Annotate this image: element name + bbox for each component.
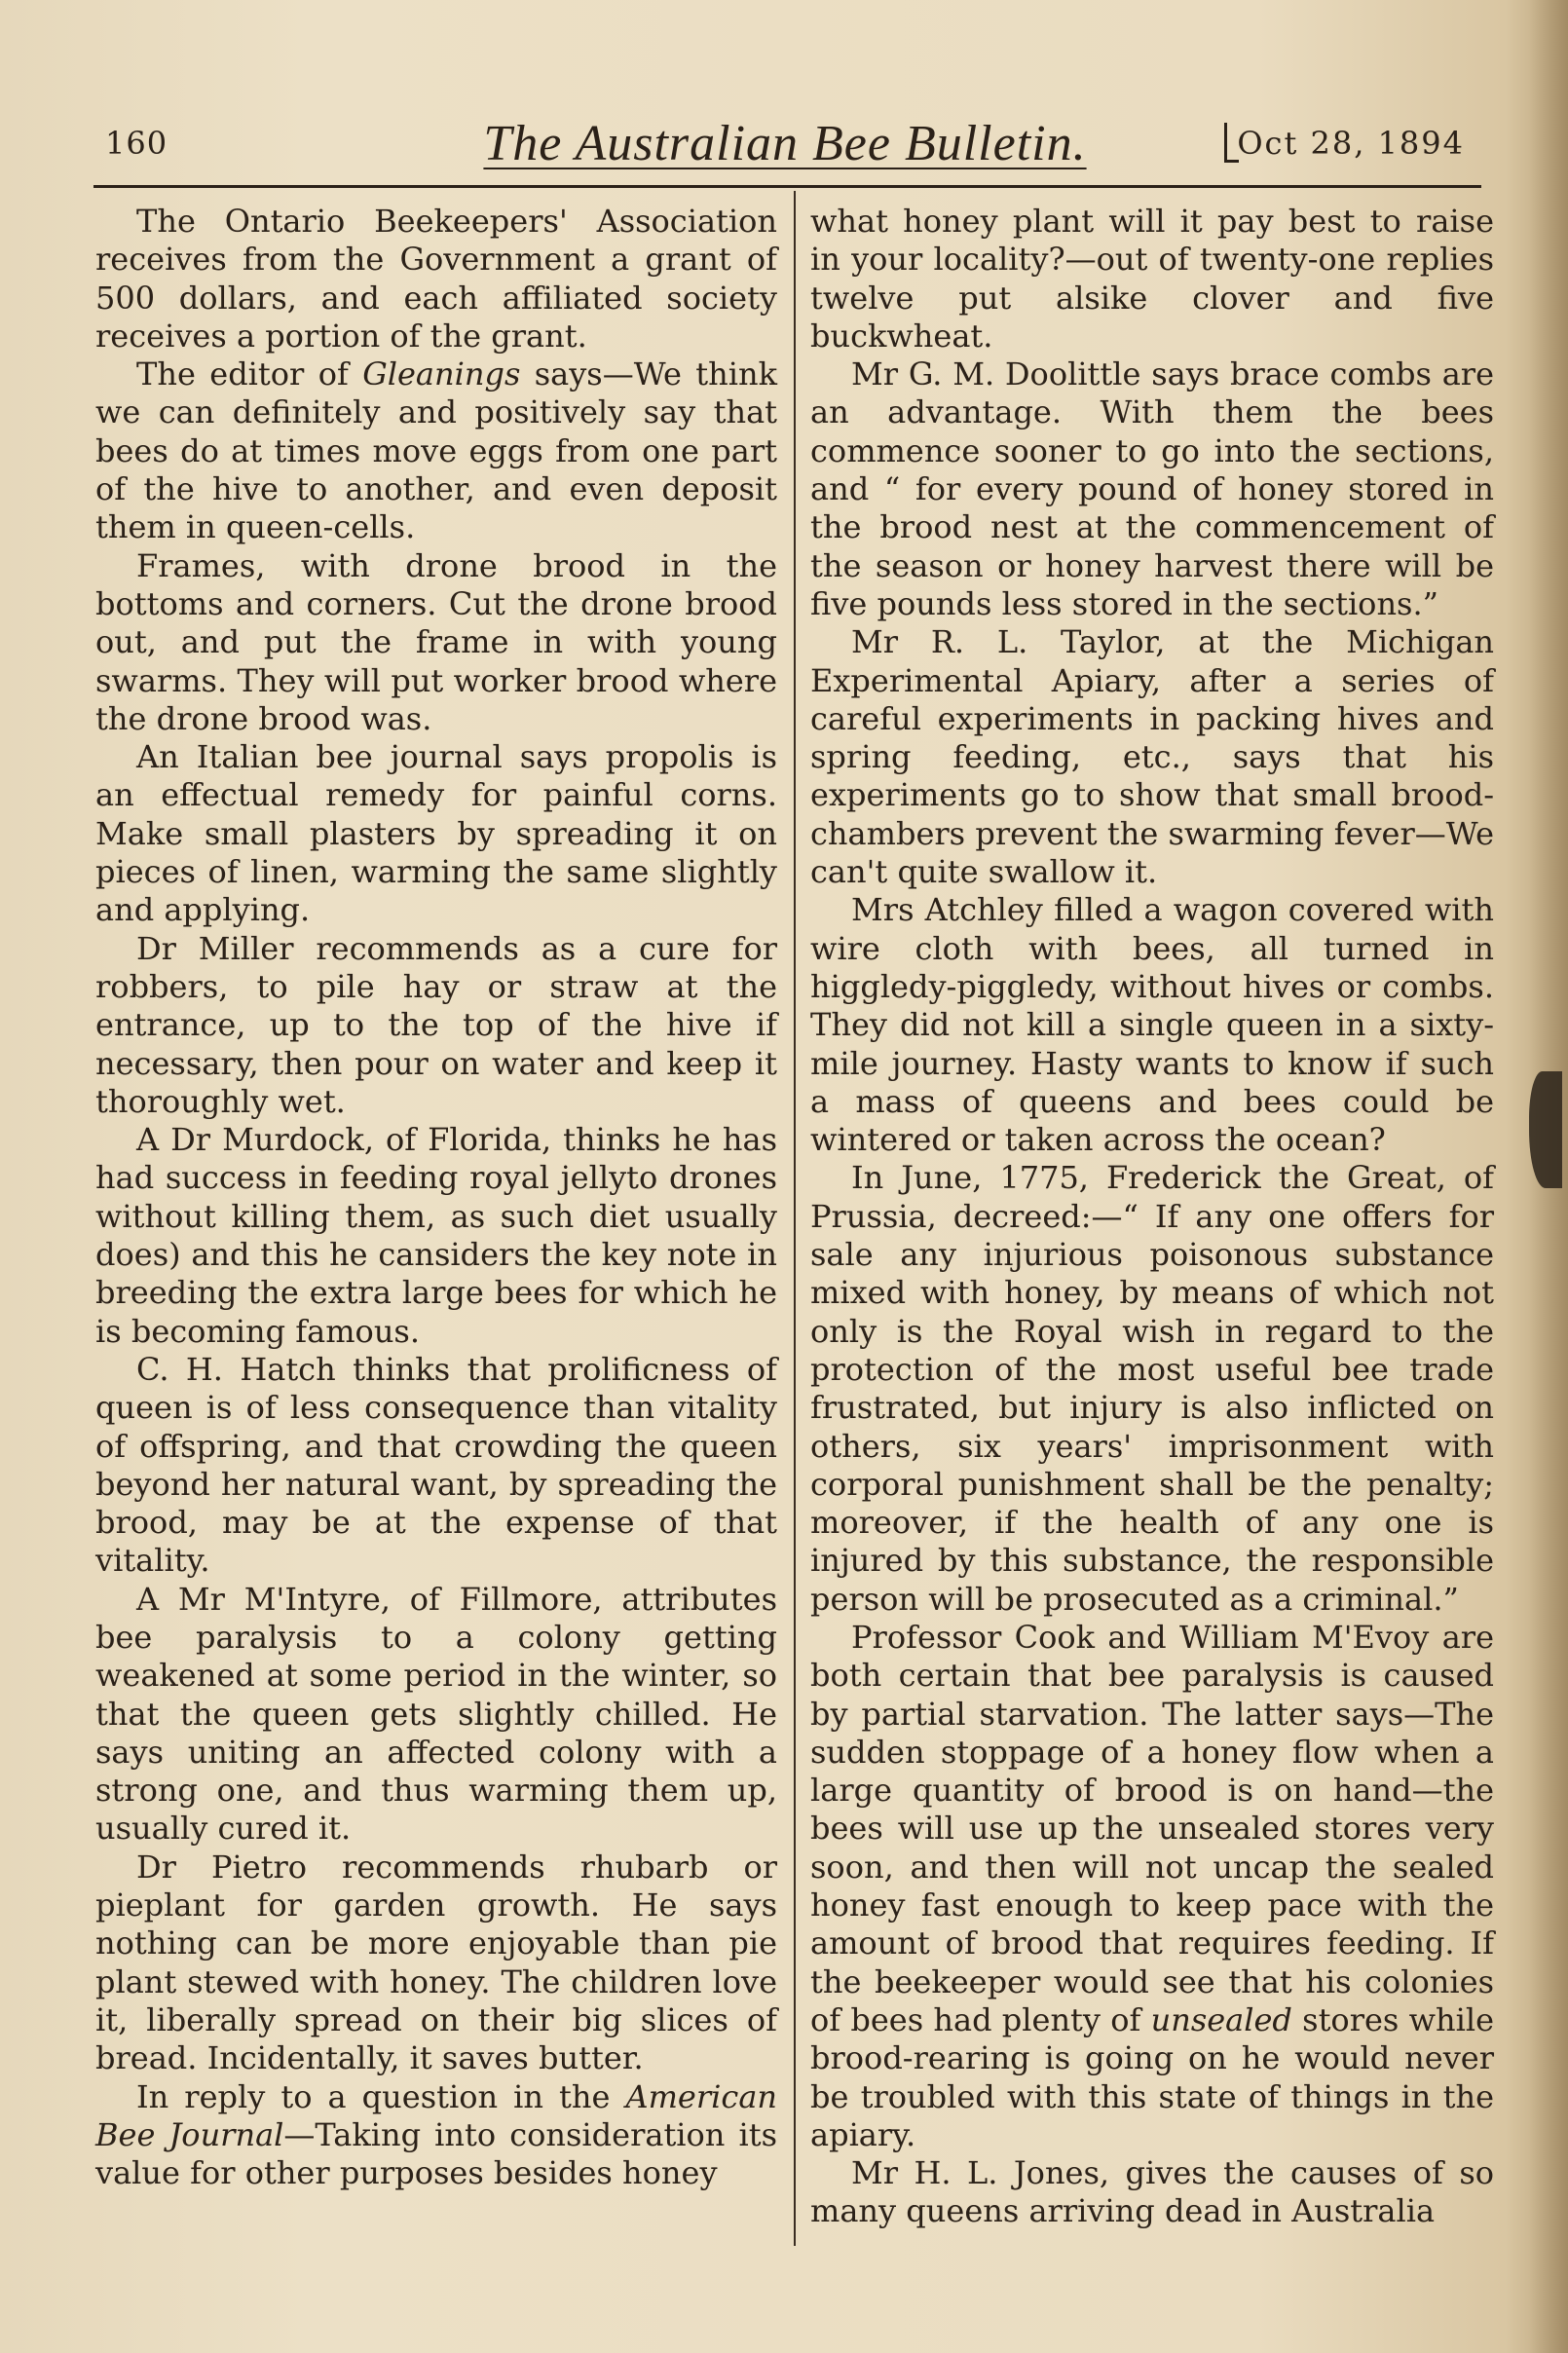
page-number: 160 <box>105 125 168 162</box>
paragraph: Frames, with drone brood in the bottoms and corners. Cut the drone brood out, and put the frame in with young swarms. They will put worker brood where the drone brood was. <box>95 546 777 737</box>
paragraph: what honey plant will it pay best to raise in your locality?—out of twenty-one replies twelve put alsike clover and five buckwheat. <box>810 203 1494 355</box>
journal-title: The Australian Bee Bulletin. <box>483 116 1087 171</box>
paragraph: Mrs Atchley filled a wagon covered with wire cloth with bees, all turned in higgledy-piggledy, without hives or combs. They did not kill a single queen in a sixty-mile journey. Hasty wants to know if such a mass of queens and bees could be wintered or taken across the ocean? <box>810 891 1494 1159</box>
paragraph: A Mr M'Intyre, of Fillmore, attributes bee paralysis to a colony getting weakened at some period in the winter, so that the queen gets slightly chilled. He says uniting an affected colony with a strong one, and thus warming them up, usually cured it. <box>95 1580 777 1848</box>
paragraph: Dr Pietro recommends rhubarb or pieplant for garden growth. He says nothing can be more enjoyable than pie plant stewed with honey. The children love it, liberally spread on their big slices of bread. Incidentally, it saves butter. <box>95 1848 777 2077</box>
page-header <box>93 115 1476 175</box>
paragraph: The editor of Gleanings says—We think we can definitely and positively say that bees do at times move eggs from one part of the hive to another, and even deposit them in queen-cells. <box>95 355 778 546</box>
paragraph: The Ontario Beekeepers' Association receives from the Government a grant of 500 dollars, and each affiliated society receives a portion of the grant. <box>95 203 777 355</box>
paragraph: In June, 1775, Frederick the Great, of Prussia, decreed:—“ If any one offers for sale any injurious poisonous substance mixed with honey, by means of which not only is the Royal wish in regard to the protection of the most useful bee trade frustrated, but injury is also inflicted on others, six years' imprisonment with corporal punishment shall be the penalty; moreover, if the health of any one is injured by this substance, the responsible person will be prosecuted as a criminal.” <box>810 1159 1494 1618</box>
paragraph: Mr G. M. Doolittle says brace combs are an advantage. With them the bees commence sooner to go into the sections, and “ for every pound of honey stored in the brood nest at the commencement of the season or honey harvest there will be five pounds less stored in the sections.” <box>810 355 1494 622</box>
paper-damage-mark <box>1529 1071 1562 1188</box>
paragraph: An Italian bee journal says propolis is an effectual remedy for painful corns. Make small plasters by spreading it on pieces of linen, warming the same slightly and applying. <box>95 738 777 929</box>
paragraph: Mr H. L. Jones, gives the causes of so many queens arriving dead in Australia <box>810 2154 1494 2230</box>
column-divider <box>794 191 796 2246</box>
paragraph: C. H. Hatch thinks that prolificness of queen is of less consequence than vitality of offspring, and that crowding the queen beyond her natural want, by spreading the brood, may be at the expense of that vitality. <box>95 1350 777 1580</box>
paragraph: In reply to a question in the American Bee Journal—Taking into consideration its value for other purposes besides honey <box>95 2077 778 2192</box>
paragraph: Dr Miller recommends as a cure for robbers, to pile hay or straw at the entrance, up to the top of the hive if necessary, then pour on water and keep it thoroughly wet. <box>95 929 777 1120</box>
paragraph: Professor Cook and William M'Evoy are both certain that bee paralysis is caused by partial starvation. The latter says—The sudden stoppage of a honey flow when a large quantity of brood is on hand—the bees will use up the unsealed stores very soon, and then will not uncap the sealed honey fast enough to keep pace with the amount of brood that requires feeding. If the beekeeper would see that his colonies of bees had plenty of unsealed stores while brood-rearing is going on he would never be troubled with this state of things in the apiary. <box>810 1618 1495 2153</box>
right-column <box>810 203 1494 2231</box>
left-column <box>95 203 777 2192</box>
issue-date: Oct 28, 1894 <box>1237 125 1465 162</box>
paragraph: A Dr Murdock, of Florida, thinks he has had success in feeding royal jellyto drones without killing them, as such diet usually does) and this he cansiders the key note in breeding the extra large bees for which he is becoming famous. <box>95 1121 777 1350</box>
header-rule <box>93 185 1481 188</box>
paragraph: Mr R. L. Taylor, at the Michigan Experimental Apiary, after a series of careful experiments in packing hives and spring feeding, etc., says that his experiments go to show that small brood-chambers prevent the swarming fever—We can't quite swallow it. <box>810 623 1494 891</box>
